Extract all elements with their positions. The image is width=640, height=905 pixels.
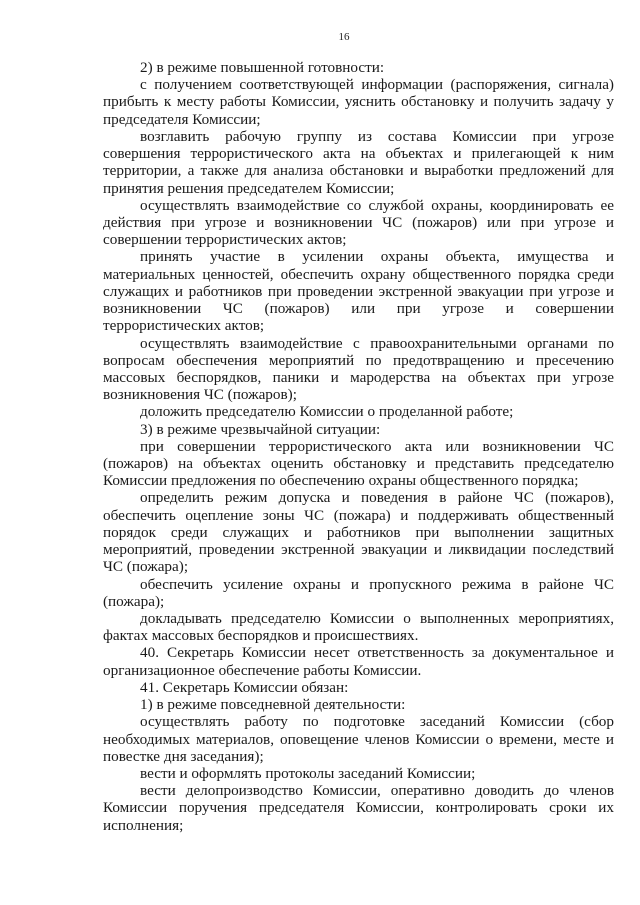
paragraph bbox=[103, 128, 614, 197]
paragraph bbox=[103, 576, 614, 610]
paragraph bbox=[103, 197, 614, 249]
text-line: повестке дня заседания); bbox=[103, 747, 264, 765]
text-line: при совершении террористического акта или возникновении ЧС bbox=[140, 437, 614, 455]
text-line: осуществлять взаимодействие со службой охраны, координировать ее bbox=[140, 196, 614, 214]
paragraph bbox=[103, 489, 614, 575]
text-line: необходимых материалов, оповещение членов Комиссии о времени, месте и bbox=[103, 730, 614, 748]
text-line: 3) в режиме чрезвычайной ситуации: bbox=[140, 420, 381, 438]
paragraph bbox=[103, 59, 614, 76]
paragraph bbox=[103, 248, 614, 334]
text-line: вести и оформлять протоколы заседаний Комиссии; bbox=[140, 764, 476, 782]
text-line: с получением соответствующей информации (распоряжения, сигнала) bbox=[140, 76, 614, 94]
paragraph bbox=[103, 76, 614, 128]
text-line: возникновения ЧС (пожаров); bbox=[103, 386, 297, 404]
text-line: принять участие в усилении охраны объекта, имущества и bbox=[140, 248, 614, 266]
paragraph bbox=[103, 335, 614, 404]
text-line: осуществлять работу по подготовке заседаний Комиссии (сбор bbox=[140, 713, 614, 731]
paragraph bbox=[103, 679, 614, 696]
text-line: Комиссии поручения председателя Комиссии, контролировать сроки их bbox=[103, 799, 614, 817]
text-line: массовых беспорядков, паники и мародерства на объектах при угрозе bbox=[103, 368, 614, 386]
text-line: совершении террористических актов; bbox=[103, 231, 347, 249]
text-line: мероприятий, проведении экстренной эвакуации и ликвидации последствий bbox=[103, 541, 614, 559]
text-line: председателя Комиссии; bbox=[103, 110, 261, 128]
text-line: совершения террористического акта на объектах и прилегающей к ним bbox=[103, 145, 614, 163]
text-line: определить режим допуска и поведения в районе ЧС (пожаров), bbox=[140, 489, 614, 507]
text-line: вопросам обеспечения мероприятий по предотвращению и пресечению bbox=[103, 351, 614, 369]
paragraph bbox=[103, 403, 614, 420]
text-line: террористических актов; bbox=[103, 317, 265, 335]
text-line: исполнения; bbox=[103, 816, 184, 834]
text-line: 41. Секретарь Комиссии обязан: bbox=[140, 678, 349, 696]
paragraph bbox=[103, 713, 614, 765]
paragraph bbox=[103, 696, 614, 713]
text-line: организационное обеспечение работы Комиссии. bbox=[103, 661, 422, 679]
text-line: прибыть к месту работы Комиссии, уяснить обстановку и получить задачу у bbox=[103, 93, 614, 111]
page-number: 16 bbox=[338, 31, 350, 43]
text-line: (пожаров) на объектах оценить обстановку и представить председателю bbox=[103, 455, 614, 473]
text-line: докладывать председателю Комиссии о выполненных мероприятиях, bbox=[140, 610, 614, 627]
text-line: вести делопроизводство Комиссии, оперативно доводить до членов bbox=[140, 782, 614, 800]
text-line: действия при угрозе и возникновении ЧС (пожаров) или при угрозе и bbox=[103, 213, 614, 231]
paragraph bbox=[103, 765, 614, 782]
paragraph bbox=[103, 610, 614, 644]
text-line: фактах массовых беспорядков и происшествиях. bbox=[103, 627, 419, 645]
text-line: доложить председателю Комиссии о проделанной работе; bbox=[140, 403, 514, 421]
text-line: возглавить рабочую группу из состава Комиссии при угрозе bbox=[140, 127, 614, 145]
text-line: принятия решения председателем Комиссии; bbox=[103, 179, 395, 197]
paragraph bbox=[103, 421, 614, 438]
document-body bbox=[103, 59, 614, 834]
text-line: ЧС (пожара); bbox=[103, 558, 189, 576]
text-line: служащих и работников при проведении экстренной эвакуации при угрозе и bbox=[103, 282, 614, 300]
text-line: 1) в режиме повседневной деятельности: bbox=[140, 696, 406, 714]
text-line: (пожара); bbox=[103, 592, 165, 610]
text-line: Комиссии предложения по обеспечению охраны общественного порядка; bbox=[103, 472, 579, 490]
text-line: осуществлять взаимодействие с правоохранительными органами по bbox=[140, 334, 614, 352]
text-line: 2) в режиме повышенной готовности: bbox=[140, 59, 385, 76]
text-line: возникновении ЧС (пожаров) или при угрозе и совершении bbox=[103, 300, 614, 318]
paragraph bbox=[103, 644, 614, 678]
text-line: материальных ценностей, обеспечить охрану общественного порядка среди bbox=[103, 265, 614, 283]
text-line: территории, а также для анализа обстановки и выработки предложений для bbox=[103, 162, 614, 180]
paragraph bbox=[103, 782, 614, 834]
text-line: порядок среди служащих и работников при выполнении защитных bbox=[103, 523, 614, 541]
text-line: обеспечить оцепление зоны ЧС (пожара) и поддерживать общественный bbox=[103, 506, 614, 524]
text-line: обеспечить усиление охраны и пропускного режима в районе ЧС bbox=[140, 575, 614, 593]
paragraph bbox=[103, 438, 614, 490]
text-line: 40. Секретарь Комиссии несет ответственность за документальное и bbox=[140, 644, 614, 662]
